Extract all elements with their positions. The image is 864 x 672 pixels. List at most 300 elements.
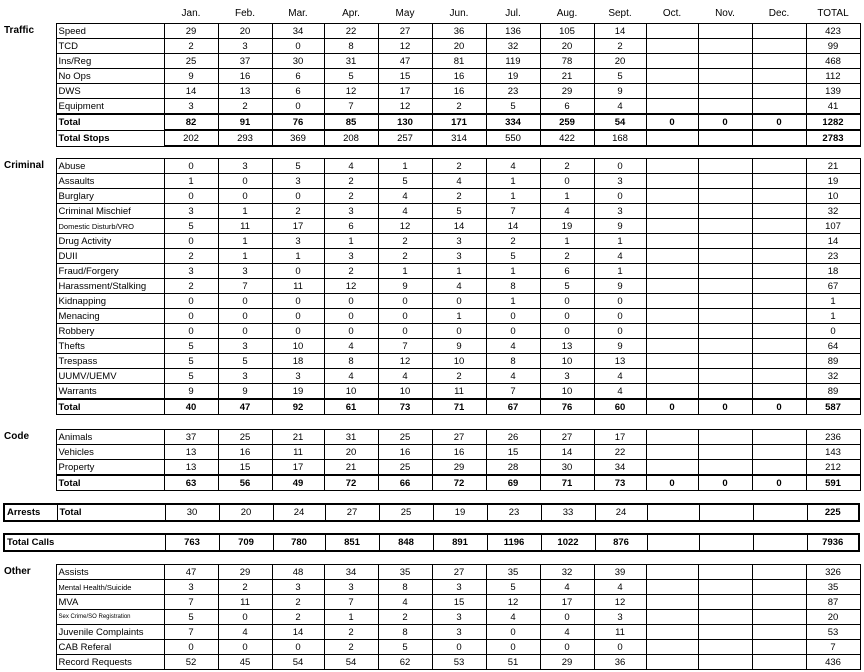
value-cell — [698, 54, 752, 69]
value-cell: 1 — [486, 294, 540, 309]
value-cell: 89 — [806, 384, 860, 400]
row-label: Mental Health/Suicide — [56, 580, 164, 595]
row-label: Fraud/Forgery — [56, 264, 164, 279]
table-row — [0, 219, 860, 234]
value-cell — [698, 610, 752, 625]
value-cell: 3 — [272, 369, 324, 384]
value-cell: 35 — [806, 580, 860, 595]
value-cell — [698, 595, 752, 610]
table-row — [0, 234, 860, 249]
value-cell: 14 — [164, 84, 218, 99]
value-cell: 67 — [806, 279, 860, 294]
value-cell — [698, 354, 752, 369]
value-cell — [752, 204, 806, 219]
value-cell — [752, 625, 806, 640]
value-cell: 0 — [164, 294, 218, 309]
value-cell: 3 — [164, 99, 218, 115]
value-cell: 76 — [272, 114, 324, 130]
value-cell — [752, 384, 806, 400]
value-cell — [698, 339, 752, 354]
value-cell: 29 — [164, 24, 218, 39]
value-cell: 12 — [594, 595, 646, 610]
table-row — [0, 84, 860, 99]
table-row — [0, 309, 860, 324]
value-cell — [752, 369, 806, 384]
value-cell: 171 — [432, 114, 486, 130]
value-cell: 49 — [272, 475, 324, 491]
value-cell: 587 — [806, 399, 860, 415]
value-cell: 24 — [595, 504, 647, 521]
value-cell: 76 — [540, 399, 594, 415]
month-header-cell: Dec. — [768, 8, 790, 19]
row-label: Total — [57, 504, 165, 521]
value-cell — [752, 54, 806, 69]
value-cell: 22 — [594, 445, 646, 460]
value-cell — [646, 159, 698, 174]
value-cell: 2 — [272, 610, 324, 625]
value-cell: 0 — [218, 309, 272, 324]
value-cell — [646, 279, 698, 294]
value-cell: 0 — [324, 324, 378, 339]
value-cell: 71 — [540, 475, 594, 491]
value-cell: 2 — [324, 264, 378, 279]
value-cell: 0 — [486, 625, 540, 640]
value-cell: 2 — [164, 249, 218, 264]
value-cell — [646, 130, 698, 146]
value-cell: 3 — [540, 369, 594, 384]
row-label: Total — [56, 399, 164, 415]
value-cell — [698, 324, 752, 339]
value-cell: 2 — [540, 159, 594, 174]
value-cell: 0 — [540, 294, 594, 309]
value-cell: 9 — [594, 339, 646, 354]
value-cell: 11 — [272, 279, 324, 294]
value-cell: 15 — [218, 460, 272, 476]
value-cell: 2 — [594, 39, 646, 54]
value-cell: 8 — [486, 354, 540, 369]
value-cell: 7 — [218, 279, 272, 294]
total-calls-table — [3, 533, 860, 552]
value-cell: 3 — [218, 159, 272, 174]
value-cell — [752, 39, 806, 54]
value-cell: 8 — [378, 625, 432, 640]
value-cell: 5 — [540, 279, 594, 294]
value-cell: 848 — [379, 534, 433, 551]
value-cell: 0 — [432, 294, 486, 309]
value-cell — [752, 309, 806, 324]
value-cell: 12 — [378, 99, 432, 115]
value-cell: 5 — [164, 610, 218, 625]
value-cell — [646, 174, 698, 189]
value-cell — [646, 339, 698, 354]
value-cell — [646, 445, 698, 460]
value-cell — [698, 189, 752, 204]
value-cell — [752, 69, 806, 84]
value-cell: 3 — [594, 174, 646, 189]
value-cell: 293 — [218, 130, 272, 146]
value-cell — [698, 430, 752, 445]
value-cell — [752, 130, 806, 146]
value-cell — [646, 84, 698, 99]
value-cell: 0 — [218, 610, 272, 625]
value-cell: 8 — [324, 354, 378, 369]
value-cell: 7 — [378, 339, 432, 354]
value-cell: 1 — [540, 189, 594, 204]
value-cell: 4 — [486, 159, 540, 174]
value-cell: 13 — [594, 354, 646, 369]
value-cell — [698, 294, 752, 309]
value-cell: 25 — [164, 54, 218, 69]
value-cell — [752, 430, 806, 445]
value-cell: 0 — [646, 399, 698, 415]
value-cell: 92 — [272, 399, 324, 415]
value-cell: 9 — [164, 384, 218, 400]
value-cell: 0 — [594, 640, 646, 655]
value-cell — [698, 384, 752, 400]
value-cell: 14 — [594, 24, 646, 39]
value-cell: 6 — [272, 84, 324, 99]
value-cell: 0 — [218, 189, 272, 204]
value-cell: 9 — [594, 84, 646, 99]
row-label: UUMV/UEMV — [56, 369, 164, 384]
value-cell: 21 — [540, 69, 594, 84]
value-cell: 47 — [218, 399, 272, 415]
table-row — [0, 24, 860, 39]
value-cell: 14 — [540, 445, 594, 460]
value-cell: 29 — [218, 565, 272, 580]
month-header-cell: Nov. — [715, 8, 735, 19]
value-cell: 3 — [324, 580, 378, 595]
month-header-cell: Sept. — [608, 8, 632, 19]
value-cell: 2 — [164, 39, 218, 54]
value-cell: 257 — [378, 130, 432, 146]
value-cell: 9 — [378, 279, 432, 294]
value-cell: 33 — [541, 504, 595, 521]
section-title: Arrests — [7, 507, 41, 518]
value-cell — [752, 279, 806, 294]
value-cell: 2 — [432, 99, 486, 115]
value-cell — [753, 504, 807, 521]
value-cell: 2 — [272, 204, 324, 219]
value-cell: 6 — [540, 99, 594, 115]
value-cell: 3 — [432, 234, 486, 249]
value-cell — [646, 204, 698, 219]
value-cell: 0 — [378, 324, 432, 339]
value-cell: 20 — [324, 445, 378, 460]
value-cell: 31 — [324, 430, 378, 445]
row-label: Total — [56, 114, 164, 130]
value-cell: 0 — [324, 294, 378, 309]
value-cell: 0 — [698, 399, 752, 415]
row-label: CAB Referal — [56, 640, 164, 655]
value-cell: 709 — [219, 534, 273, 551]
value-cell: 37 — [164, 430, 218, 445]
value-cell: 54 — [272, 655, 324, 670]
value-cell: 168 — [594, 130, 646, 146]
value-cell: 3 — [164, 204, 218, 219]
value-cell — [698, 249, 752, 264]
value-cell: 40 — [164, 399, 218, 415]
value-cell: 20 — [432, 39, 486, 54]
value-cell: 9 — [594, 279, 646, 294]
value-cell: 107 — [806, 219, 860, 234]
value-cell: 5 — [164, 219, 218, 234]
value-cell: 0 — [594, 309, 646, 324]
month-header-cell: Feb. — [234, 8, 255, 19]
value-cell: 0 — [272, 640, 324, 655]
value-cell: 13 — [164, 460, 218, 476]
value-cell — [646, 249, 698, 264]
value-cell: 591 — [806, 475, 860, 491]
value-cell: 422 — [540, 130, 594, 146]
value-cell: 17 — [272, 219, 324, 234]
value-cell: 0 — [594, 189, 646, 204]
value-cell: 89 — [806, 354, 860, 369]
row-label: Assists — [56, 565, 164, 580]
value-cell: 47 — [378, 54, 432, 69]
value-cell — [752, 219, 806, 234]
value-cell: 10 — [432, 354, 486, 369]
value-cell: 91 — [218, 114, 272, 130]
value-cell: 27 — [540, 430, 594, 445]
value-cell: 0 — [324, 309, 378, 324]
value-cell — [698, 445, 752, 460]
row-label: Menacing — [56, 309, 164, 324]
value-cell: 72 — [324, 475, 378, 491]
value-cell — [699, 534, 753, 551]
table-row — [0, 384, 860, 400]
row-label: Sex Crime/SO Registration — [56, 610, 164, 625]
value-cell — [646, 234, 698, 249]
value-cell: 5 — [164, 354, 218, 369]
value-cell: 67 — [486, 399, 540, 415]
value-cell — [646, 655, 698, 670]
value-cell — [646, 54, 698, 69]
value-cell — [698, 39, 752, 54]
value-cell: 21 — [272, 430, 324, 445]
value-cell: 30 — [540, 460, 594, 476]
value-cell: 369 — [272, 130, 324, 146]
row-label: Speed — [56, 24, 164, 39]
value-cell: 0 — [272, 189, 324, 204]
row-label: Drug Activity — [56, 234, 164, 249]
value-cell: 30 — [272, 54, 324, 69]
value-cell: 24 — [273, 504, 325, 521]
total-row — [0, 130, 860, 146]
value-cell: 0 — [272, 264, 324, 279]
value-cell: 119 — [486, 54, 540, 69]
value-cell: 7 — [164, 625, 218, 640]
value-cell: 2 — [540, 249, 594, 264]
value-cell: 12 — [378, 354, 432, 369]
value-cell: 0 — [540, 324, 594, 339]
value-cell — [752, 24, 806, 39]
value-cell: 30 — [165, 504, 219, 521]
value-cell: 105 — [540, 24, 594, 39]
value-cell: 1 — [378, 159, 432, 174]
value-cell: 16 — [432, 445, 486, 460]
value-cell: 780 — [273, 534, 325, 551]
arrests-table — [3, 503, 860, 522]
value-cell: 0 — [164, 324, 218, 339]
value-cell: 35 — [486, 565, 540, 580]
value-cell: 4 — [486, 369, 540, 384]
total-row — [0, 475, 860, 491]
value-cell: 3 — [432, 610, 486, 625]
value-cell: 36 — [594, 655, 646, 670]
value-cell — [646, 264, 698, 279]
section-title: Traffic — [4, 24, 35, 36]
value-cell: 27 — [432, 565, 486, 580]
value-cell: 4 — [594, 99, 646, 115]
value-cell: 423 — [806, 24, 860, 39]
value-cell — [698, 369, 752, 384]
value-cell: 23 — [487, 504, 541, 521]
table-row — [0, 595, 860, 610]
value-cell: 56 — [218, 475, 272, 491]
value-cell — [752, 174, 806, 189]
value-cell: 0 — [272, 294, 324, 309]
value-cell: 6 — [540, 264, 594, 279]
table-row — [0, 249, 860, 264]
value-cell: 10 — [272, 339, 324, 354]
value-cell: 2 — [432, 159, 486, 174]
table-row — [0, 99, 860, 115]
table-row — [0, 294, 860, 309]
value-cell — [646, 69, 698, 84]
value-cell: 60 — [594, 399, 646, 415]
value-cell — [752, 234, 806, 249]
value-cell — [646, 565, 698, 580]
value-cell — [698, 625, 752, 640]
value-cell: 9 — [594, 219, 646, 234]
row-label: Animals — [56, 430, 164, 445]
row-label: Kidnapping — [56, 294, 164, 309]
value-cell — [646, 294, 698, 309]
table-row — [0, 204, 860, 219]
value-cell: 136 — [486, 24, 540, 39]
value-cell — [752, 264, 806, 279]
value-cell: 71 — [432, 399, 486, 415]
value-cell: 1 — [218, 249, 272, 264]
value-cell: 5 — [486, 249, 540, 264]
section-title: Code — [4, 430, 29, 442]
value-cell: 0 — [272, 99, 324, 115]
value-cell: 25 — [378, 460, 432, 476]
value-cell: 4 — [432, 174, 486, 189]
value-cell: 0 — [540, 640, 594, 655]
value-cell: 10 — [324, 384, 378, 400]
value-cell — [752, 159, 806, 174]
row-label: Juvenile Complaints — [56, 625, 164, 640]
value-cell: 1 — [324, 234, 378, 249]
value-cell: 5 — [272, 159, 324, 174]
value-cell: 5 — [594, 69, 646, 84]
value-cell — [698, 309, 752, 324]
value-cell — [646, 309, 698, 324]
value-cell — [752, 640, 806, 655]
value-cell: 32 — [806, 204, 860, 219]
value-cell: 8 — [324, 39, 378, 54]
value-cell: 0 — [486, 640, 540, 655]
value-cell — [698, 84, 752, 99]
value-cell: 1282 — [806, 114, 860, 130]
value-cell: 314 — [432, 130, 486, 146]
value-cell: 17 — [272, 460, 324, 476]
value-cell — [752, 354, 806, 369]
value-cell: 1 — [164, 174, 218, 189]
value-cell — [698, 460, 752, 476]
value-cell: 23 — [486, 84, 540, 99]
value-cell: 2 — [378, 610, 432, 625]
value-cell: 468 — [806, 54, 860, 69]
value-cell: 19 — [806, 174, 860, 189]
value-cell: 13 — [540, 339, 594, 354]
section-title: Other — [4, 565, 31, 577]
value-cell: 0 — [378, 294, 432, 309]
value-cell: 28 — [486, 460, 540, 476]
month-header-cell: Jun. — [449, 8, 469, 19]
value-cell: 32 — [486, 39, 540, 54]
row-label: Domestic Disturb/VRO — [56, 219, 164, 234]
value-cell: 2 — [272, 595, 324, 610]
value-cell: 3 — [324, 204, 378, 219]
value-cell: 29 — [540, 655, 594, 670]
value-cell: 7 — [806, 640, 860, 655]
value-cell: 26 — [486, 430, 540, 445]
table-row — [0, 69, 860, 84]
value-cell — [698, 219, 752, 234]
value-cell — [646, 460, 698, 476]
value-cell: 4 — [486, 610, 540, 625]
value-cell: 19 — [433, 504, 487, 521]
value-cell: 31 — [324, 54, 378, 69]
value-cell: 5 — [164, 339, 218, 354]
table-row — [0, 339, 860, 354]
value-cell: 15 — [432, 595, 486, 610]
value-cell — [646, 384, 698, 400]
value-cell: 21 — [324, 460, 378, 476]
value-cell: 550 — [486, 130, 540, 146]
value-cell: 4 — [486, 339, 540, 354]
value-cell: 0 — [594, 294, 646, 309]
table-row — [0, 354, 860, 369]
value-cell — [698, 159, 752, 174]
row-label: Property — [56, 460, 164, 476]
value-cell: 112 — [806, 69, 860, 84]
value-cell: 236 — [806, 430, 860, 445]
value-cell — [698, 130, 752, 146]
value-cell: 212 — [806, 460, 860, 476]
value-cell: 66 — [378, 475, 432, 491]
value-cell: 1 — [594, 264, 646, 279]
value-cell — [698, 99, 752, 115]
value-cell: 16 — [218, 445, 272, 460]
value-cell: 2 — [218, 580, 272, 595]
table-row — [0, 640, 860, 655]
value-cell: 16 — [432, 84, 486, 99]
value-cell: 37 — [218, 54, 272, 69]
value-cell: 15 — [486, 445, 540, 460]
value-cell: 35 — [378, 565, 432, 580]
value-cell: 12 — [324, 279, 378, 294]
value-cell: 54 — [324, 655, 378, 670]
value-cell: 2 — [432, 189, 486, 204]
value-cell: 19 — [486, 69, 540, 84]
value-cell: 0 — [646, 114, 698, 130]
value-cell: 6 — [272, 69, 324, 84]
value-cell: 0 — [218, 174, 272, 189]
